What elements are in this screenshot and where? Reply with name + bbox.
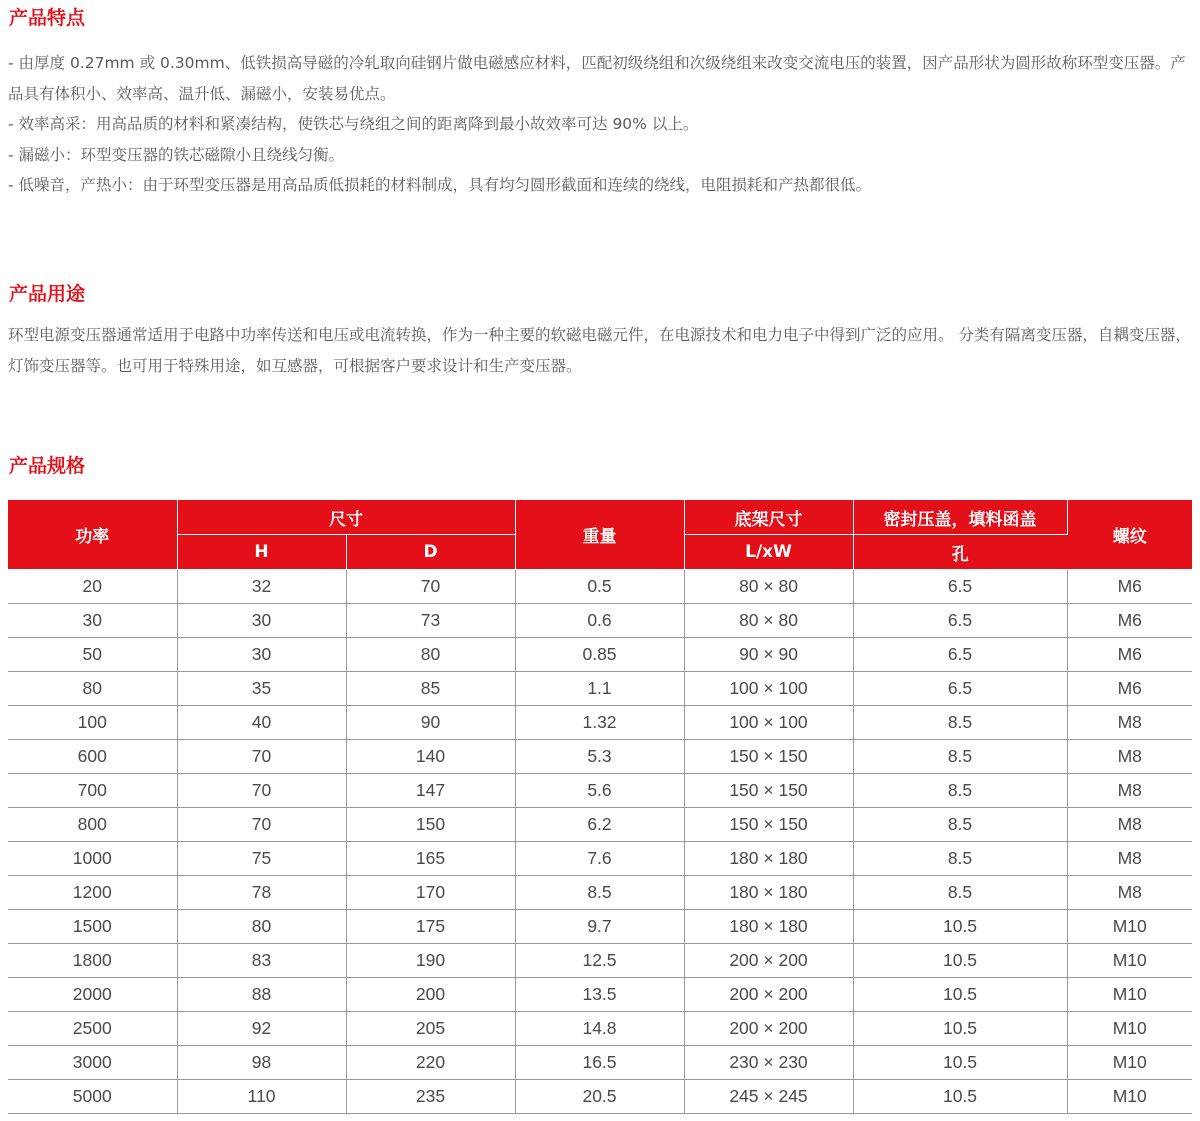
cell-d: 200 [346,978,515,1012]
header-base: 底架尺寸 [684,500,853,535]
features-title: 产品特点 [9,7,86,29]
cell-power: 50 [8,638,177,672]
usage-title: 产品用途 [9,283,86,305]
cell-base: 180 × 180 [684,876,853,910]
cell-thread: M10 [1067,1046,1192,1080]
cell-power: 1500 [8,910,177,944]
table-row [8,672,1192,706]
table-body [8,570,1192,1114]
cell-weight: 0.85 [515,638,684,672]
cell-power: 20 [8,570,177,604]
cell-hole: 10.5 [853,1046,1067,1080]
cell-weight: 0.6 [515,604,684,638]
cell-d: 170 [346,876,515,910]
cell-power: 5000 [8,1080,177,1114]
header-size: 尺寸 [177,500,515,535]
cell-h: 110 [177,1080,346,1114]
header-h: H [177,535,346,570]
header-d: D [346,535,515,570]
cell-d: 85 [346,672,515,706]
feature-line: - 由厚度 0.27mm 或 0.30mm、低铁损高导磁的冷轧取向硅钢片做电磁感应材料，匹配初级绕组和次级绕组来改变交流电压的装置，因产品形状为圆形故称环型变压器。产品具有体积小、效率高、温升低、漏磁小，安装易优点。 [8,54,1186,103]
cell-hole: 8.5 [853,774,1067,808]
cell-h: 83 [177,944,346,978]
header-seal: 密封压盖，填料函盖 [853,500,1067,535]
cell-base: 90 × 90 [684,638,853,672]
cell-d: 165 [346,842,515,876]
table-row [8,638,1192,672]
cell-power: 1000 [8,842,177,876]
cell-thread: M8 [1067,740,1192,774]
cell-d: 150 [346,808,515,842]
cell-power: 800 [8,808,177,842]
cell-hole: 10.5 [853,1080,1067,1114]
cell-d: 235 [346,1080,515,1114]
cell-base: 180 × 180 [684,842,853,876]
table-row [8,604,1192,638]
cell-thread: M10 [1067,1012,1192,1046]
cell-base: 245 × 245 [684,1080,853,1114]
table-row [8,876,1192,910]
cell-hole: 10.5 [853,1012,1067,1046]
cell-h: 70 [177,774,346,808]
cell-base: 200 × 200 [684,944,853,978]
table-row [8,944,1192,978]
cell-power: 600 [8,740,177,774]
header-weight: 重量 [515,500,684,570]
cell-base: 150 × 150 [684,808,853,842]
cell-h: 70 [177,740,346,774]
cell-base: 100 × 100 [684,672,853,706]
cell-hole: 8.5 [853,706,1067,740]
cell-weight: 16.5 [515,1046,684,1080]
cell-weight: 5.6 [515,774,684,808]
cell-base: 80 × 80 [684,570,853,604]
cell-weight: 7.6 [515,842,684,876]
cell-weight: 6.2 [515,808,684,842]
table-row [8,570,1192,604]
cell-hole: 8.5 [853,740,1067,774]
cell-power: 3000 [8,1046,177,1080]
cell-thread: M10 [1067,944,1192,978]
cell-base: 100 × 100 [684,706,853,740]
usage-paragraph [8,320,1194,381]
cell-thread: M10 [1067,910,1192,944]
cell-thread: M8 [1067,876,1192,910]
cell-h: 70 [177,808,346,842]
cell-h: 92 [177,1012,346,1046]
cell-weight: 14.8 [515,1012,684,1046]
cell-base: 150 × 150 [684,774,853,808]
table-row [8,808,1192,842]
spec-table [8,500,1192,1114]
table-row [8,774,1192,808]
cell-power: 80 [8,672,177,706]
cell-power: 2000 [8,978,177,1012]
table-row [8,978,1192,1012]
cell-power: 1800 [8,944,177,978]
table-row [8,842,1192,876]
cell-hole: 6.5 [853,570,1067,604]
feature-line: - 低噪音，产热小：由于环型变压器是用高品质低损耗的材料制成，具有均匀圆形截面和连续的绕线，电阻损耗和产热都很低。 [8,176,872,194]
table-header-row [8,500,1192,535]
cell-weight: 0.5 [515,570,684,604]
table-row [8,706,1192,740]
cell-h: 32 [177,570,346,604]
table-row [8,1012,1192,1046]
header-power: 功率 [8,500,177,570]
cell-h: 78 [177,876,346,910]
cell-hole: 10.5 [853,978,1067,1012]
cell-thread: M10 [1067,1080,1192,1114]
cell-d: 70 [346,570,515,604]
cell-thread: M6 [1067,604,1192,638]
cell-h: 35 [177,672,346,706]
table-row [8,740,1192,774]
cell-weight: 1.32 [515,706,684,740]
cell-h: 30 [177,638,346,672]
cell-d: 147 [346,774,515,808]
cell-weight: 9.7 [515,910,684,944]
cell-thread: M6 [1067,638,1192,672]
cell-d: 80 [346,638,515,672]
cell-base: 80 × 80 [684,604,853,638]
cell-h: 80 [177,910,346,944]
cell-d: 90 [346,706,515,740]
cell-hole: 6.5 [853,604,1067,638]
cell-h: 40 [177,706,346,740]
table-row [8,1046,1192,1080]
cell-d: 220 [346,1046,515,1080]
cell-power: 700 [8,774,177,808]
cell-hole: 8.5 [853,876,1067,910]
features-list [8,48,1194,201]
cell-d: 73 [346,604,515,638]
cell-base: 200 × 200 [684,978,853,1012]
cell-weight: 20.5 [515,1080,684,1114]
specs-title: 产品规格 [9,455,86,477]
cell-h: 98 [177,1046,346,1080]
header-thread: 螺纹 [1067,500,1192,570]
cell-base: 180 × 180 [684,910,853,944]
cell-power: 1200 [8,876,177,910]
header-hole: 孔 [853,535,1067,570]
cell-weight: 8.5 [515,876,684,910]
cell-h: 88 [177,978,346,1012]
cell-base: 230 × 230 [684,1046,853,1080]
cell-thread: M8 [1067,706,1192,740]
cell-thread: M6 [1067,672,1192,706]
cell-d: 190 [346,944,515,978]
cell-weight: 5.3 [515,740,684,774]
cell-base: 200 × 200 [684,1012,853,1046]
cell-thread: M8 [1067,808,1192,842]
header-lxw: L/xW [684,535,853,570]
cell-base: 150 × 150 [684,740,853,774]
usage-text: 环型电源变压器通常适用于电路中功率传送和电压或电流转换，作为一种主要的软磁电磁元件，在电源技术和电力电子中得到广泛的应用。 分类有隔离变压器，自耦变压器，灯饰变压器等。也可用于特殊用途，如互感器，可根据客户要求设计和生产变压器。 [8,326,1191,375]
cell-hole: 6.5 [853,638,1067,672]
cell-weight: 13.5 [515,978,684,1012]
cell-d: 205 [346,1012,515,1046]
cell-d: 175 [346,910,515,944]
cell-weight: 12.5 [515,944,684,978]
cell-hole: 8.5 [853,808,1067,842]
cell-thread: M6 [1067,570,1192,604]
cell-hole: 10.5 [853,944,1067,978]
cell-thread: M10 [1067,978,1192,1012]
cell-h: 30 [177,604,346,638]
cell-thread: M8 [1067,842,1192,876]
cell-thread: M8 [1067,774,1192,808]
table-row [8,1080,1192,1114]
table-row [8,910,1192,944]
feature-line: - 漏磁小：环型变压器的铁芯磁隙小且绕线匀衡。 [8,145,345,164]
cell-power: 100 [8,706,177,740]
cell-hole: 8.5 [853,842,1067,876]
feature-line: - 效率高采：用高品质的材料和紧凑结构，使铁芯与绕组之间的距离降到最小故效率可达 90% 以上。 [8,115,699,133]
cell-d: 140 [346,740,515,774]
cell-power: 30 [8,604,177,638]
cell-hole: 6.5 [853,672,1067,706]
cell-weight: 1.1 [515,672,684,706]
cell-h: 75 [177,842,346,876]
cell-power: 2500 [8,1012,177,1046]
cell-hole: 10.5 [853,910,1067,944]
